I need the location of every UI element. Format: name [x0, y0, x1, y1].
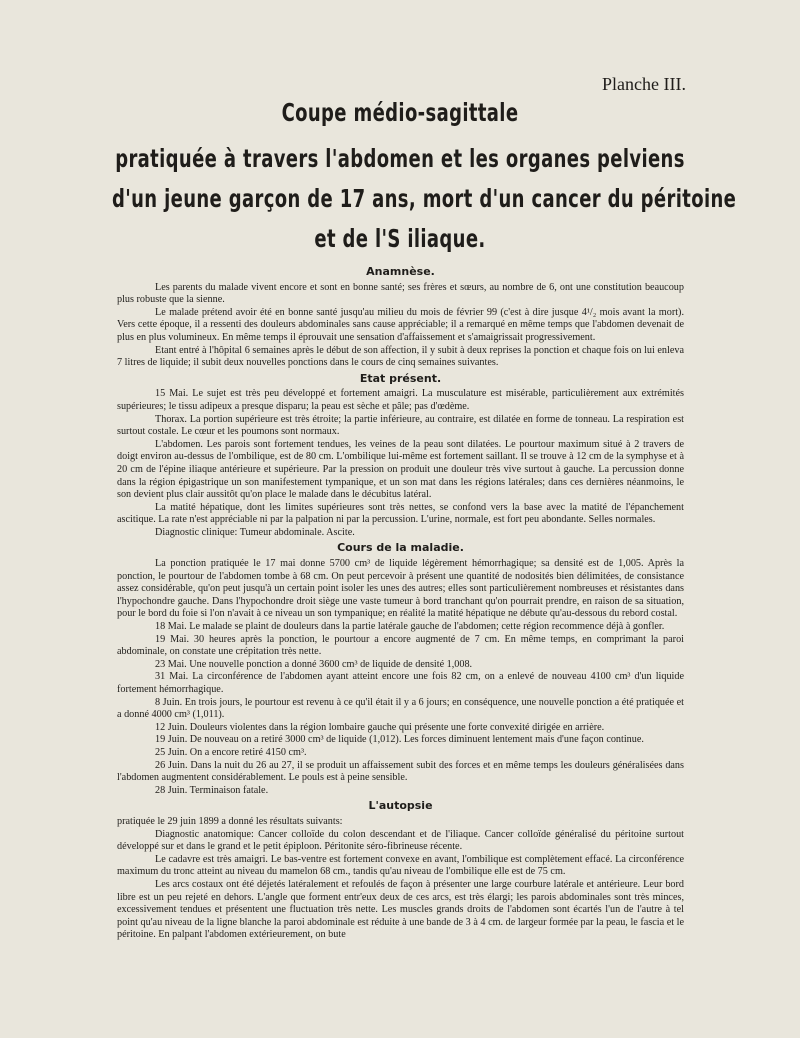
paragraph: 18 Mai. Le malade se plaint de douleurs dans la partie latérale gauche de l'abdomen; cette région recommence déjà à gonfler.: [155, 621, 665, 633]
paragraph: 31 Mai. La circonférence de l'abdomen ayant atteint encore une fois 82 cm, on a enlevé de nouveau 4100 cm³ d'un liquide fortement hémorrhagique.: [117, 671, 684, 695]
paragraph: 8 Juin. En trois jours, le pourtour est revenu à ce qu'il était il y a 6 jours; en conséquence, une nouvelle ponction a été pratiquée et a donné 4000 cm³ (1,011).: [117, 696, 684, 721]
paragraph: 15 Mai. Le sujet est très peu développé et fortement amaigri. La musculature est misérable, particulièrement aux extrémités supérieures; le tissu adipeux a presque disparu; la peau est sèche et pâle; pas d'œdème.: [117, 388, 684, 412]
plate-number: Planche III.: [602, 74, 686, 94]
title-line-4: et de l'S iliaque.: [314, 224, 486, 253]
paragraph: 19 Mai. 30 heures après la ponction, le pourtour a encore augmenté de 7 cm. En même temps, en comprimant la paroi abdominale, on constate une crépitation très nette.: [117, 633, 684, 658]
paragraph: La ponction pratiquée le 17 mai donne 5700 cm³ de liquide légèrement hémorrhagique; sa densité est de 1,005. Après la ponction, le pourtour de l'abdomen tombe à 68 cm. On peut percevoir à présent une quantité de nodosités bien délimitées, de consistance assez considérable, qu'on peut jusqu'à un certain point isoler les unes des autres; elles sont particulièrement nombreuses et résistantes dans l'hypochondre gauche. Dans l'hypochondre droit siège une vaste tumeur à bord tranchant qu'on pourrait prendre, en raison de sa situation, pour le bord du foie si l'on n'avait à ce niveau un son tympanique; en réalité la matité hépatique ne débute qu'au-dessous du rebord costal.: [117, 558, 684, 620]
paragraph: 23 Mai. Une nouvelle ponction a donné 3600 cm³ de liquide de densité 1,008.: [155, 658, 473, 670]
paragraph: Le cadavre est très amaigri. Le bas-ventre est fortement convexe en avant, l'ombilique est complètement effacé. La circonférence maximum du tronc atteint au niveau du mamelon 68 cm., tandis qu'au niveau de l'ombilique elle est de 75 cm.: [117, 853, 684, 878]
paragraph: Les arcs costaux ont été déjetés latéralement et refoulés de façon à présenter une large courbure latérale et antérieure. Leur bord libre est un peu rejeté en dehors. L'angle que forment entr'eux deux de ces arcs, est très élargi; les parois abdominales sont très minces, excessivement tendues et présentent une fluctuation très nette. Les muscles grands droits de l'abdomen sont écartés l'un de l'autre à tel point qu'au niveau de la ligne blanche la paroi abdominale est réduite à une bande de 3 à 4 cm. de largeur formée par la peau, le fascia et le péritoine. En palpant l'abdomen extérieurement, on bute: [117, 878, 684, 941]
paragraph: 25 Juin. On a encore retiré 4150 cm³.: [155, 746, 307, 758]
heading-autopsie: L'autopsie: [368, 799, 433, 813]
title-line-1: Coupe médio-sagittale: [281, 98, 519, 127]
paragraph: L'abdomen. Les parois sont fortement tendues, les veines de la peau sont dilatées. Le pourtour maximum situé à 2 travers de doigt environ au-dessus de l'ombilique, est de 80 cm. L'ombilique lui-même est fortement saillant. Il se trouve à 12 cm de la symphyse et à 20 cm de l'épine iliaque antérieure et supérieure. Par la pression on produit une douleur très vive surtout à gauche. La percussion donne dans la région épigastrique un son manifestement tympanique, et un son mat dans les régions latérales; dans ces dernières néanmoins, le son devient plus clair aussitôt qu'on place le malade dans le décubitus latéral.: [117, 438, 684, 501]
paragraph: Le malade prétend avoir été en bonne santé jusqu'au milieu du mois de février 99 (c'est à dire jusque 4¹/₂ mois avant la mort). Vers cette époque, il a ressenti des douleurs abdominales sans cause appréciable; il a remarqué en même temps que l'abdomen devenait de plus en plus volumineux. En même temps il éprouvait une sensation d'affaissement et s'amaigrissait progressivement.: [117, 306, 684, 343]
paragraph: 19 Juin. De nouveau on a retiré 3000 cm³ de liquide (1,012). Les forces diminuent lentement mais d'une façon continue.: [155, 734, 644, 746]
paragraph: 26 Juin. Dans la nuit du 26 au 27, il se produit un affaissement subit des forces et en même temps les douleurs généralisées dans l'abdomen augmentent considérablement. Le pouls est à peine sensible.: [117, 759, 684, 784]
document-body: [117, 263, 684, 942]
paragraph: La matité hépatique, dont les limites supérieures sont très nettes, se confond vers la base avec la matité de l'épanchement ascitique. La rate n'est appréciable ni par la palpation ni par la percussion. L'urine, normale, est fort peu abondante. Selles normales.: [117, 501, 684, 526]
paragraph: Etant entré à l'hôpital 6 semaines après le début de son affection, il y subit à deux reprises la ponction et chaque fois on lui enleva 7 litres de liquide; il subit deux nouvelles ponctions dans le cours de cinq semaines suivantes.: [117, 344, 684, 369]
paragraph: pratiquée le 29 juin 1899 a donné les résultats suivants:: [117, 815, 343, 827]
title-line-3: d'un jeune garçon de 17 ans, mort d'un cancer du péritoine: [112, 184, 737, 213]
paragraph: Diagnostic anatomique: Cancer colloïde du colon descendant et de l'iliaque. Cancer colloïde généralisé du péritoine surtout développé sur et dans le grand et le petit épiploon. Péritonite séro-fibrineuse récente.: [117, 828, 684, 853]
paragraph: Diagnostic clinique: Tumeur abdominale. Ascite.: [155, 526, 355, 538]
paragraph: Thorax. La portion supérieure est très étroite; la partie inférieure, au contraire, est dilatée en forme de tonneau. La respiration est surtout costale. Le cœur et les poumons sont normaux.: [117, 413, 684, 438]
heading-anamnese: Anamnèse.: [366, 265, 435, 278]
paragraph: Les parents du malade vivent encore et sont en bonne santé; ses frères et sœurs, au nombre de 6, ont une constitution beaucoup plus robuste que la sienne.: [117, 281, 684, 306]
paragraph: 12 Juin. Douleurs violentes dans la région lombaire gauche qui présente une forte convexité dirigée en arrière.: [155, 721, 605, 733]
title-line-2: pratiquée à travers l'abdomen et les organes pelviens: [115, 144, 685, 173]
paragraph: 28 Juin. Terminaison fatale.: [155, 784, 269, 796]
heading-etat-present: Etat présent.: [359, 371, 442, 385]
heading-cours-maladie: Cours de la maladie.: [337, 541, 464, 555]
